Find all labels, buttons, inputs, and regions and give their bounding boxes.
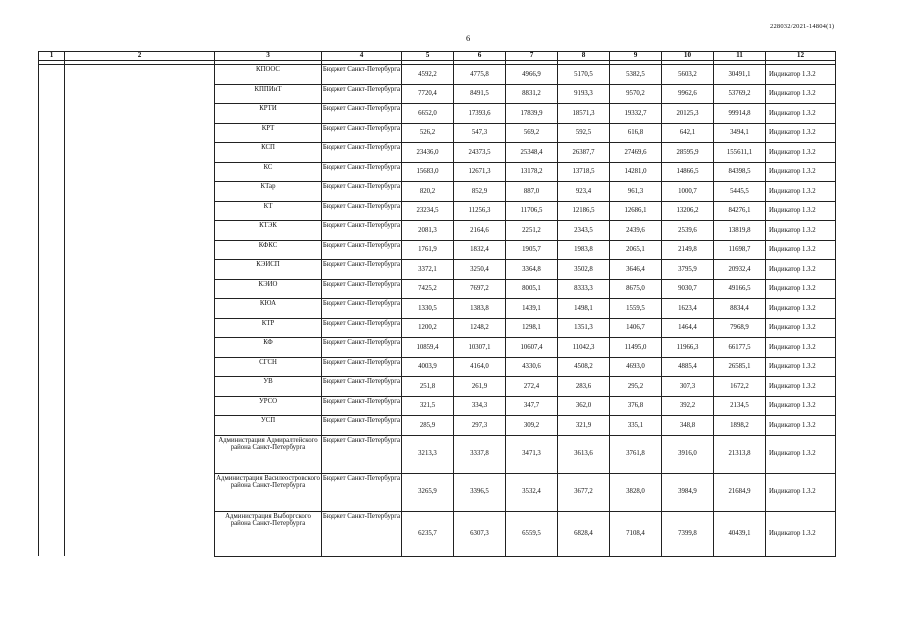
org-cell: УРСО (215, 396, 322, 416)
col-header-8: 8 (558, 52, 610, 61)
org-cell: КЭИО (215, 279, 322, 299)
value-cell: 4592,2 (402, 65, 454, 85)
value-cell: 18571,3 (558, 104, 610, 124)
indicator-cell: Индикатор 1.3.2 (766, 416, 836, 436)
value-cell: 1351,3 (558, 318, 610, 338)
value-cell: 9570,2 (610, 84, 662, 104)
value-cell: 347,7 (506, 396, 558, 416)
indicator-cell: Индикатор 1.3.2 (766, 318, 836, 338)
indicator-cell: Индикатор 1.3.2 (766, 104, 836, 124)
col-header-6: 6 (454, 52, 506, 61)
value-cell: 321,9 (558, 416, 610, 436)
indicator-cell: Индикатор 1.3.2 (766, 435, 836, 473)
value-cell: 1464,4 (662, 318, 714, 338)
total-cell: 66177,5 (714, 338, 766, 358)
value-cell: 8005,1 (506, 279, 558, 299)
value-cell: 2149,8 (662, 240, 714, 260)
org-cell: КЭИСП (215, 260, 322, 280)
value-cell: 321,5 (402, 396, 454, 416)
org-cell: Администрация Василеостровского района Санкт-Петербурга (215, 473, 322, 511)
col-header-12: 12 (766, 52, 836, 61)
col-1-cell (39, 65, 65, 557)
org-cell: КТЭК (215, 221, 322, 241)
value-cell: 4966,9 (506, 65, 558, 85)
total-cell: 155611,1 (714, 143, 766, 163)
value-cell: 961,3 (610, 182, 662, 202)
value-cell: 4775,8 (454, 65, 506, 85)
value-cell: 17393,6 (454, 104, 506, 124)
source-cell: Бюджет Санкт-Петербурга (322, 318, 402, 338)
value-cell: 1623,4 (662, 299, 714, 319)
value-cell: 9962,6 (662, 84, 714, 104)
org-cell: КТР (215, 318, 322, 338)
total-cell: 2134,5 (714, 396, 766, 416)
org-cell: КС (215, 162, 322, 182)
value-cell: 526,2 (402, 123, 454, 143)
value-cell: 283,6 (558, 377, 610, 397)
total-cell: 20932,4 (714, 260, 766, 280)
total-cell: 1898,2 (714, 416, 766, 436)
value-cell: 6307,3 (454, 511, 506, 556)
indicator-cell: Индикатор 1.3.2 (766, 65, 836, 85)
value-cell: 7425,2 (402, 279, 454, 299)
org-cell: Администрация Адмиралтейского района Санкт-Петербурга (215, 435, 322, 473)
value-cell: 4885,4 (662, 357, 714, 377)
value-cell: 2439,6 (610, 221, 662, 241)
org-cell: КСП (215, 143, 322, 163)
value-cell: 547,3 (454, 123, 506, 143)
value-cell: 1383,8 (454, 299, 506, 319)
value-cell: 2065,1 (610, 240, 662, 260)
value-cell: 19332,7 (610, 104, 662, 124)
col-2-cell (65, 65, 215, 557)
org-cell: СГСН (215, 357, 322, 377)
value-cell: 11706,5 (506, 201, 558, 221)
indicator-cell: Индикатор 1.3.2 (766, 182, 836, 202)
col-header-2: 2 (65, 52, 215, 61)
total-cell: 11698,7 (714, 240, 766, 260)
header-row (39, 52, 836, 61)
value-cell: 3646,4 (610, 260, 662, 280)
col-header-7: 7 (506, 52, 558, 61)
source-cell: Бюджет Санкт-Петербурга (322, 65, 402, 85)
value-cell: 8491,5 (454, 84, 506, 104)
value-cell: 14281,0 (610, 162, 662, 182)
value-cell: 3795,9 (662, 260, 714, 280)
value-cell: 4003,9 (402, 357, 454, 377)
value-cell: 3364,8 (506, 260, 558, 280)
value-cell: 820,2 (402, 182, 454, 202)
page-number: 6 (466, 33, 471, 43)
source-cell: Бюджет Санкт-Петербурга (322, 279, 402, 299)
indicator-cell: Индикатор 1.3.2 (766, 221, 836, 241)
indicator-cell: Индикатор 1.3.2 (766, 84, 836, 104)
value-cell: 2343,5 (558, 221, 610, 241)
source-cell: Бюджет Санкт-Петербурга (322, 473, 402, 511)
value-cell: 3613,6 (558, 435, 610, 473)
value-cell: 12686,1 (610, 201, 662, 221)
value-cell: 6652,0 (402, 104, 454, 124)
value-cell: 12186,5 (558, 201, 610, 221)
total-cell: 5445,5 (714, 182, 766, 202)
indicator-cell: Индикатор 1.3.2 (766, 511, 836, 556)
total-cell: 84398,5 (714, 162, 766, 182)
org-cell: Администрация Выборгского района Санкт-Петербурга (215, 511, 322, 556)
value-cell: 251,8 (402, 377, 454, 397)
value-cell: 1000,7 (662, 182, 714, 202)
value-cell: 23436,0 (402, 143, 454, 163)
value-cell: 10307,1 (454, 338, 506, 358)
value-cell: 3337,8 (454, 435, 506, 473)
value-cell: 1406,7 (610, 318, 662, 338)
value-cell: 4508,2 (558, 357, 610, 377)
source-cell: Бюджет Санкт-Петербурга (322, 357, 402, 377)
table-row (39, 65, 836, 85)
value-cell: 7720,4 (402, 84, 454, 104)
org-cell: КЮА (215, 299, 322, 319)
value-cell: 1330,5 (402, 299, 454, 319)
total-cell: 53769,2 (714, 84, 766, 104)
indicator-cell: Индикатор 1.3.2 (766, 396, 836, 416)
value-cell: 297,3 (454, 416, 506, 436)
total-cell: 84276,1 (714, 201, 766, 221)
value-cell: 616,8 (610, 123, 662, 143)
total-cell: 49166,5 (714, 279, 766, 299)
value-cell: 1498,1 (558, 299, 610, 319)
value-cell: 3761,8 (610, 435, 662, 473)
value-cell: 592,5 (558, 123, 610, 143)
value-cell: 6828,4 (558, 511, 610, 556)
org-cell: КППИиТ (215, 84, 322, 104)
value-cell: 569,2 (506, 123, 558, 143)
value-cell: 10859,4 (402, 338, 454, 358)
indicator-cell: Индикатор 1.3.2 (766, 357, 836, 377)
value-cell: 923,4 (558, 182, 610, 202)
value-cell: 3265,9 (402, 473, 454, 511)
value-cell: 1200,2 (402, 318, 454, 338)
value-cell: 4693,0 (610, 357, 662, 377)
value-cell: 334,3 (454, 396, 506, 416)
source-cell: Бюджет Санкт-Петербурга (322, 338, 402, 358)
value-cell: 12671,3 (454, 162, 506, 182)
source-cell: Бюджет Санкт-Петербурга (322, 84, 402, 104)
value-cell: 24373,5 (454, 143, 506, 163)
value-cell: 2164,6 (454, 221, 506, 241)
indicator-cell: Индикатор 1.3.2 (766, 143, 836, 163)
value-cell: 1905,7 (506, 240, 558, 260)
value-cell: 1559,5 (610, 299, 662, 319)
source-cell: Бюджет Санкт-Петербурга (322, 162, 402, 182)
indicator-cell: Индикатор 1.3.2 (766, 473, 836, 511)
col-header-11: 11 (714, 52, 766, 61)
source-cell: Бюджет Санкт-Петербурга (322, 299, 402, 319)
col-header-1: 1 (39, 52, 65, 61)
value-cell: 2081,3 (402, 221, 454, 241)
source-cell: Бюджет Санкт-Петербурга (322, 511, 402, 556)
value-cell: 642,1 (662, 123, 714, 143)
source-cell: Бюджет Санкт-Петербурга (322, 240, 402, 260)
indicator-cell: Индикатор 1.3.2 (766, 279, 836, 299)
value-cell: 28595,9 (662, 143, 714, 163)
value-cell: 272,4 (506, 377, 558, 397)
indicator-cell: Индикатор 1.3.2 (766, 299, 836, 319)
col-header-3: 3 (215, 52, 322, 61)
total-cell: 40439,1 (714, 511, 766, 556)
value-cell: 852,9 (454, 182, 506, 202)
value-cell: 27469,6 (610, 143, 662, 163)
value-cell: 13206,2 (662, 201, 714, 221)
org-cell: КРТ (215, 123, 322, 143)
value-cell: 335,1 (610, 416, 662, 436)
value-cell: 10607,4 (506, 338, 558, 358)
value-cell: 8831,2 (506, 84, 558, 104)
value-cell: 3916,0 (662, 435, 714, 473)
total-cell: 99914,8 (714, 104, 766, 124)
col-header-10: 10 (662, 52, 714, 61)
col-header-5: 5 (402, 52, 454, 61)
value-cell: 362,0 (558, 396, 610, 416)
value-cell: 348,8 (662, 416, 714, 436)
total-cell: 1672,2 (714, 377, 766, 397)
value-cell: 3677,2 (558, 473, 610, 511)
value-cell: 3532,4 (506, 473, 558, 511)
value-cell: 11495,0 (610, 338, 662, 358)
value-cell: 3502,8 (558, 260, 610, 280)
value-cell: 392,2 (662, 396, 714, 416)
value-cell: 1761,9 (402, 240, 454, 260)
value-cell: 3828,0 (610, 473, 662, 511)
value-cell: 5603,2 (662, 65, 714, 85)
indicator-cell: Индикатор 1.3.2 (766, 162, 836, 182)
value-cell: 5170,5 (558, 65, 610, 85)
total-cell: 21684,9 (714, 473, 766, 511)
value-cell: 13718,5 (558, 162, 610, 182)
document-id: 228032/2021-14804(1) (770, 23, 835, 30)
total-cell: 13819,8 (714, 221, 766, 241)
indicator-cell: Индикатор 1.3.2 (766, 377, 836, 397)
indicator-cell: Индикатор 1.3.2 (766, 338, 836, 358)
indicator-cell: Индикатор 1.3.2 (766, 123, 836, 143)
indicator-cell: Индикатор 1.3.2 (766, 240, 836, 260)
org-cell: КТар (215, 182, 322, 202)
value-cell: 7697,2 (454, 279, 506, 299)
col-header-4: 4 (322, 52, 402, 61)
value-cell: 376,8 (610, 396, 662, 416)
value-cell: 3250,4 (454, 260, 506, 280)
value-cell: 14866,5 (662, 162, 714, 182)
total-cell: 3494,1 (714, 123, 766, 143)
col-header-9: 9 (610, 52, 662, 61)
value-cell: 9193,3 (558, 84, 610, 104)
source-cell: Бюджет Санкт-Петербурга (322, 260, 402, 280)
value-cell: 8675,0 (610, 279, 662, 299)
value-cell: 11966,3 (662, 338, 714, 358)
value-cell: 17839,9 (506, 104, 558, 124)
value-cell: 3396,5 (454, 473, 506, 511)
value-cell: 11042,3 (558, 338, 610, 358)
source-cell: Бюджет Санкт-Петербурга (322, 435, 402, 473)
value-cell: 261,9 (454, 377, 506, 397)
value-cell: 309,2 (506, 416, 558, 436)
value-cell: 23234,5 (402, 201, 454, 221)
budget-table (38, 51, 836, 557)
value-cell: 2539,6 (662, 221, 714, 241)
source-cell: Бюджет Санкт-Петербурга (322, 396, 402, 416)
org-cell: КПООС (215, 65, 322, 85)
value-cell: 1983,8 (558, 240, 610, 260)
value-cell: 6235,7 (402, 511, 454, 556)
source-cell: Бюджет Санкт-Петербурга (322, 201, 402, 221)
total-cell: 21313,8 (714, 435, 766, 473)
org-cell: КРТИ (215, 104, 322, 124)
value-cell: 3213,3 (402, 435, 454, 473)
value-cell: 4330,6 (506, 357, 558, 377)
value-cell: 3471,3 (506, 435, 558, 473)
source-cell: Бюджет Санкт-Петербурга (322, 221, 402, 241)
value-cell: 2251,2 (506, 221, 558, 241)
org-cell: КФКС (215, 240, 322, 260)
value-cell: 1248,2 (454, 318, 506, 338)
value-cell: 285,9 (402, 416, 454, 436)
source-cell: Бюджет Санкт-Петербурга (322, 104, 402, 124)
value-cell: 20125,3 (662, 104, 714, 124)
source-cell: Бюджет Санкт-Петербурга (322, 123, 402, 143)
total-cell: 30491,1 (714, 65, 766, 85)
value-cell: 3984,9 (662, 473, 714, 511)
value-cell: 7399,8 (662, 511, 714, 556)
value-cell: 1298,1 (506, 318, 558, 338)
value-cell: 6559,5 (506, 511, 558, 556)
value-cell: 7108,4 (610, 511, 662, 556)
org-cell: УСП (215, 416, 322, 436)
value-cell: 295,2 (610, 377, 662, 397)
value-cell: 307,3 (662, 377, 714, 397)
value-cell: 5382,5 (610, 65, 662, 85)
total-cell: 26585,1 (714, 357, 766, 377)
total-cell: 7968,9 (714, 318, 766, 338)
value-cell: 13178,2 (506, 162, 558, 182)
total-cell: 8834,4 (714, 299, 766, 319)
value-cell: 4164,0 (454, 357, 506, 377)
indicator-cell: Индикатор 1.3.2 (766, 260, 836, 280)
source-cell: Бюджет Санкт-Петербурга (322, 143, 402, 163)
value-cell: 9030,7 (662, 279, 714, 299)
indicator-cell: Индикатор 1.3.2 (766, 201, 836, 221)
value-cell: 8333,3 (558, 279, 610, 299)
value-cell: 11256,3 (454, 201, 506, 221)
value-cell: 1439,1 (506, 299, 558, 319)
source-cell: Бюджет Санкт-Петербурга (322, 377, 402, 397)
value-cell: 26387,7 (558, 143, 610, 163)
value-cell: 1832,4 (454, 240, 506, 260)
source-cell: Бюджет Санкт-Петербурга (322, 416, 402, 436)
org-cell: КФ (215, 338, 322, 358)
org-cell: КТ (215, 201, 322, 221)
value-cell: 887,0 (506, 182, 558, 202)
org-cell: УВ (215, 377, 322, 397)
source-cell: Бюджет Санкт-Петербурга (322, 182, 402, 202)
value-cell: 25348,4 (506, 143, 558, 163)
value-cell: 15683,0 (402, 162, 454, 182)
value-cell: 3372,1 (402, 260, 454, 280)
